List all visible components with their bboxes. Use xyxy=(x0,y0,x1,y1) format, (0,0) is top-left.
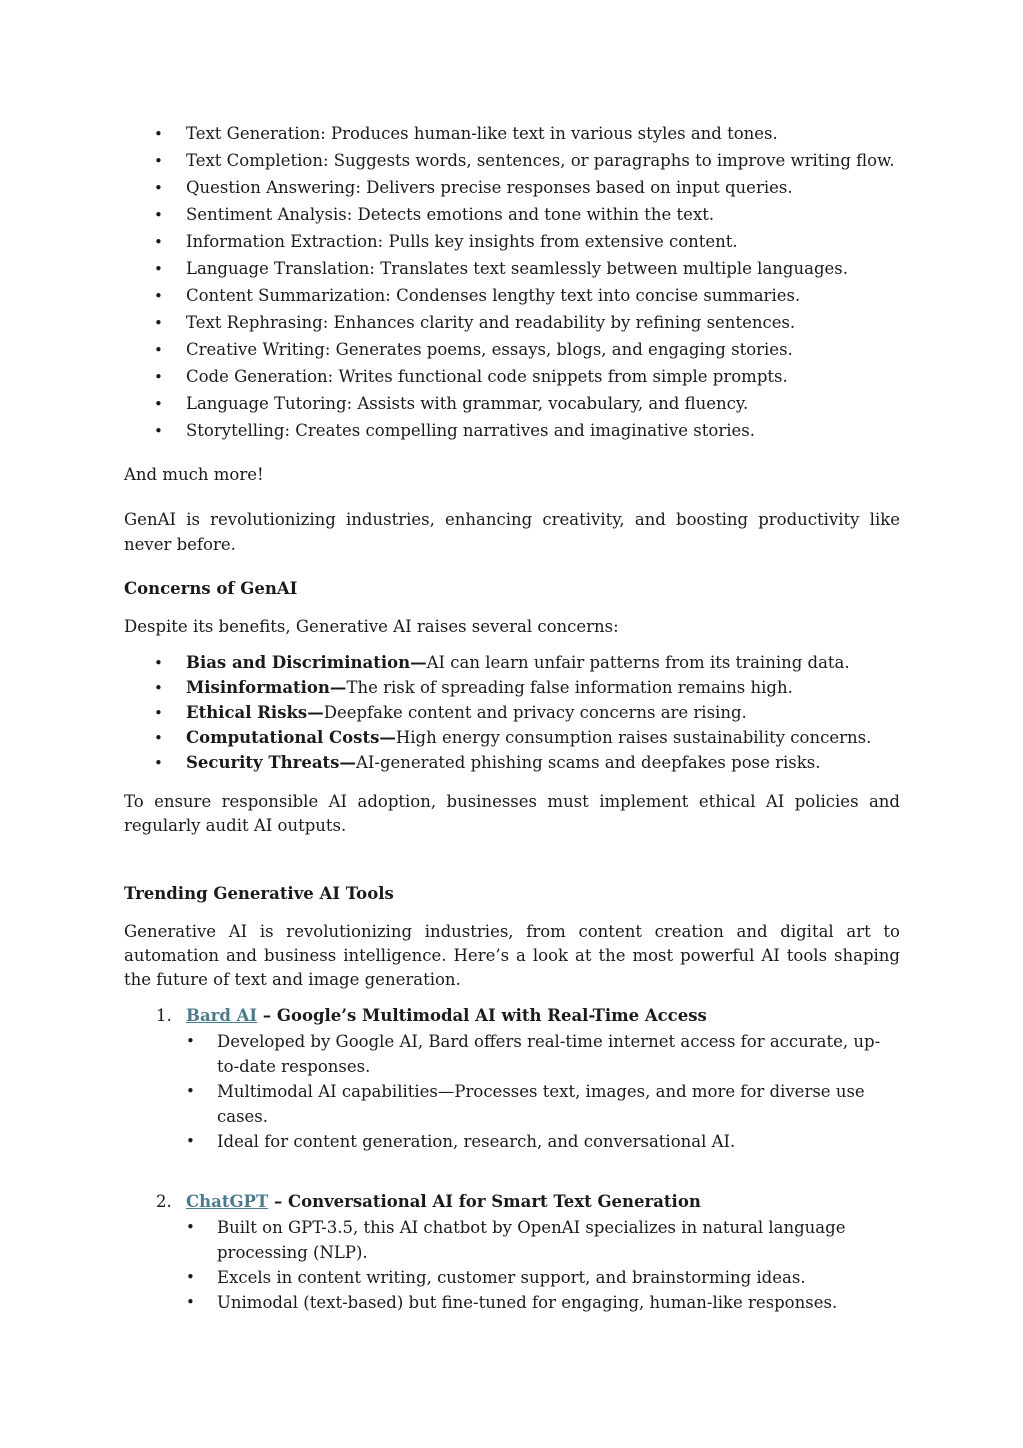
tool-points xyxy=(186,1029,900,1154)
list-item xyxy=(186,1079,900,1129)
tools-heading: Trending Generative AI Tools xyxy=(124,884,394,903)
feature-text: Creative Writing: Generates poems, essays, blogs, and engaging stories. xyxy=(186,340,793,359)
point-text: Excels in content writing, customer support, and brainstorming ideas. xyxy=(217,1268,806,1287)
point-text: Developed by Google AI, Bard offers real-time internet access for accurate, up-to-date responses. xyxy=(217,1032,881,1076)
tool-subtitle: – Conversational AI for Smart Text Generation xyxy=(268,1192,701,1211)
bullet-icon: • xyxy=(154,179,163,197)
tools-intro: Generative AI is revolutionizing industries, from content creation and digital art to automation and business intelligence. Here’s a look at the most powerful AI tools shaping the future of text and image generation. xyxy=(124,922,900,989)
list-item xyxy=(124,122,900,146)
bullet-icon: • xyxy=(154,729,163,747)
bullet-icon: • xyxy=(186,1218,195,1236)
list-item xyxy=(124,149,900,173)
bullet-icon: • xyxy=(154,704,163,722)
feature-text: Language Translation: Translates text seamlessly between multiple languages. xyxy=(186,259,848,278)
tool-subtitle: – Google’s Multimodal AI with Real-Time Access xyxy=(257,1006,707,1025)
list-item xyxy=(124,203,900,227)
features-list xyxy=(124,122,900,443)
bullet-icon: • xyxy=(154,152,163,170)
chatgpt-link[interactable]: ChatGPT xyxy=(186,1192,269,1211)
more-text: And much more! xyxy=(124,465,264,484)
concern-desc: Deepfake content and privacy concerns are rising. xyxy=(323,703,747,722)
tools-list xyxy=(124,1004,900,1315)
list-item xyxy=(124,257,900,281)
list-item xyxy=(124,676,900,701)
bullet-icon: • xyxy=(154,395,163,413)
list-item xyxy=(124,311,900,335)
bullet-icon: • xyxy=(186,1082,195,1100)
tool-item-bard xyxy=(124,1004,900,1154)
list-item xyxy=(124,230,900,254)
feature-text: Language Tutoring: Assists with grammar, vocabulary, and fluency. xyxy=(186,394,749,413)
bullet-icon: • xyxy=(186,1268,195,1286)
list-number: 2. xyxy=(156,1192,172,1211)
bullet-icon: • xyxy=(154,125,163,143)
tool-title xyxy=(186,1190,900,1215)
bullet-icon: • xyxy=(186,1132,195,1150)
list-item xyxy=(124,338,900,362)
list-item xyxy=(124,365,900,389)
bullet-icon: • xyxy=(186,1032,195,1050)
bullet-icon: • xyxy=(154,260,163,278)
concerns-heading: Concerns of GenAI xyxy=(124,579,298,598)
list-item xyxy=(186,1265,900,1290)
bullet-icon: • xyxy=(154,341,163,359)
list-number: 1. xyxy=(156,1006,172,1025)
concern-term: Ethical Risks— xyxy=(186,703,324,722)
bullet-icon: • xyxy=(186,1293,195,1311)
list-item xyxy=(124,726,900,751)
list-item xyxy=(124,751,900,776)
list-item xyxy=(186,1029,900,1079)
tool-title xyxy=(186,1004,900,1029)
point-text: Ideal for content generation, research, and conversational AI. xyxy=(217,1132,736,1151)
feature-text: Sentiment Analysis: Detects emotions and tone within the text. xyxy=(186,205,715,224)
feature-text: Content Summarization: Condenses lengthy text into concise summaries. xyxy=(186,286,801,305)
bullet-icon: • xyxy=(154,679,163,697)
concerns-outro: To ensure responsible AI adoption, businesses must implement ethical AI policies and regularly audit AI outputs. xyxy=(124,792,900,835)
concern-term: Security Threats— xyxy=(186,753,356,772)
feature-text: Question Answering: Delivers precise responses based on input queries. xyxy=(186,178,793,197)
concern-term: Bias and Discrimination— xyxy=(186,653,427,672)
list-item xyxy=(186,1129,900,1154)
concerns-intro: Despite its benefits, Generative AI raises several concerns: xyxy=(124,617,619,636)
list-item xyxy=(186,1215,900,1265)
bullet-icon: • xyxy=(154,287,163,305)
list-item xyxy=(124,701,900,726)
list-item xyxy=(186,1290,900,1315)
revolution-paragraph: GenAI is revolutionizing industries, enhancing creativity, and boosting productivity like never before. xyxy=(124,510,900,554)
bullet-icon: • xyxy=(154,654,163,672)
feature-text: Text Completion: Suggests words, sentences, or paragraphs to improve writing flow. xyxy=(186,151,895,170)
document-page xyxy=(124,122,900,1315)
feature-text: Text Rephrasing: Enhances clarity and readability by refining sentences. xyxy=(186,313,796,332)
concern-desc: The risk of spreading false information remains high. xyxy=(346,678,793,697)
concern-desc: AI can learn unfair patterns from its training data. xyxy=(426,653,850,672)
concern-term: Misinformation— xyxy=(186,678,347,697)
point-text: Multimodal AI capabilities—Processes text, images, and more for diverse use cases. xyxy=(217,1082,865,1126)
bullet-icon: • xyxy=(154,314,163,332)
bullet-icon: • xyxy=(154,368,163,386)
feature-text: Code Generation: Writes functional code snippets from simple prompts. xyxy=(186,367,788,386)
concerns-list xyxy=(124,651,900,776)
bullet-icon: • xyxy=(154,233,163,251)
list-item xyxy=(124,651,900,676)
concern-desc: AI-generated phishing scams and deepfakes pose risks. xyxy=(355,753,821,772)
list-item xyxy=(124,176,900,200)
list-item xyxy=(124,392,900,416)
bullet-icon: • xyxy=(154,422,163,440)
tool-points xyxy=(186,1215,900,1315)
feature-text: Text Generation: Produces human-like text in various styles and tones. xyxy=(186,124,778,143)
tool-item-chatgpt xyxy=(124,1190,900,1315)
bullet-icon: • xyxy=(154,206,163,224)
bullet-icon: • xyxy=(154,754,163,772)
point-text: Unimodal (text-based) but fine-tuned for engaging, human-like responses. xyxy=(217,1293,838,1312)
feature-text: Storytelling: Creates compelling narratives and imaginative stories. xyxy=(186,421,755,440)
list-item xyxy=(124,284,900,308)
feature-text: Information Extraction: Pulls key insights from extensive content. xyxy=(186,232,738,251)
point-text: Built on GPT-3.5, this AI chatbot by OpenAI specializes in natural language processing (NLP). xyxy=(217,1218,846,1262)
bard-ai-link[interactable]: Bard AI xyxy=(186,1006,258,1025)
concern-term: Computational Costs— xyxy=(186,728,396,747)
list-item xyxy=(124,419,900,443)
concern-desc: High energy consumption raises sustainability concerns. xyxy=(395,728,872,747)
